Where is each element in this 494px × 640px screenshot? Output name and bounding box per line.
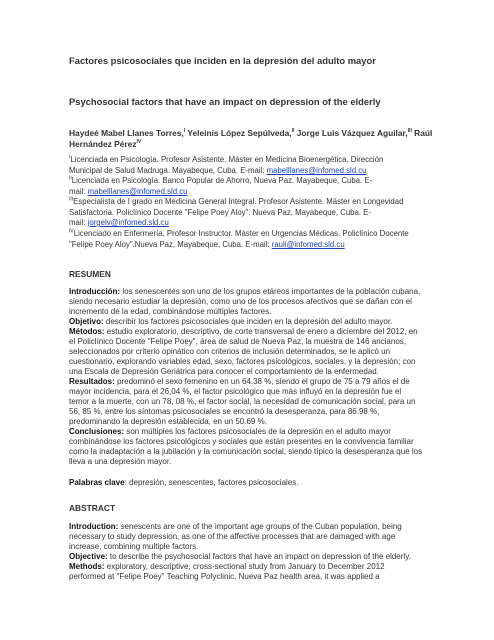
- resumen-methods-line: una Escala de Depresión Geriátrica para conocer el comportamiento de la enfermedad.: [69, 367, 379, 376]
- resumen-heading: RESUMEN: [69, 269, 111, 279]
- author-2: Yeleinis López Sepúlveda,: [185, 128, 292, 138]
- author-4-first: Raúl: [411, 128, 433, 138]
- intro-label: Introducción:: [69, 287, 121, 296]
- objective-label: Objetivo:: [69, 317, 104, 326]
- author-4-last: Hernández Pérez: [69, 139, 137, 149]
- affiliation-3-line-1: $^{III}$Especialista de I grado en Medicina General Integral. Profesor Asistente. Máster en Longevidad: [69, 196, 404, 206]
- resumen-intro-line: Introducción: los senescentes son uno de los grupos etáreos importantes de la población cubana,: [69, 287, 421, 296]
- affiliation-4-line-2: "Felipe Poey Aloy".Nueva Paz, Mayabeque, Cuba. E-mail: rauli@infomed.sld.cu: [69, 240, 345, 249]
- abstract-intro-line: necessary to study depression, as one of the affective processes that are damaged with age: [69, 532, 396, 541]
- affiliation-1-line-1: $^I$Licenciada en Psicología. Profesor Asistente. Máster en Medicina Bioenergética. Dirección: [69, 154, 384, 164]
- resumen-conclusions-line: Conclusiones: son múltiples los factores psicosociales de la depresión en el adulto mayor: [69, 427, 391, 436]
- abstract-objective-line: Objective: to describe the psychosocial factors that have an impact on depression of the elderly.: [69, 552, 411, 561]
- methods-label-en: Methods:: [69, 562, 105, 571]
- affiliation-1-line-2: Municipal de Salud Madruga. Mayabeque, Cuba. E-mail: mabelllanes@infomed.sld.cu: [69, 166, 367, 175]
- affiliation-2-line-1: $^{II}$Licenciada en Psicología. Banco Popular de Ahorro, Nueva Paz. Mayabeque, Cuba. E-: [69, 175, 373, 185]
- resumen-intro-line: incremento de la edad, combinándose múltiples factores.: [69, 307, 272, 316]
- resumen-conclusions-line: combinándose los factores psicológicos y sociales que están presentes en la convivencia familiar: [69, 437, 414, 446]
- keywords-line: Palabras clave: depresión, senescentes, factores psicosociales.: [69, 478, 299, 487]
- resumen-results-line: Resultados: predominó el sexo femenino en un 64.38 %, siendo el grupo de 75 a 79 años el de: [69, 377, 410, 386]
- affiliation-4-line-1: $^{IV}$Licenciado en Enfermería. Profesor Instructor. Máster en Urgencias Médicas. Policlínico Docente: [69, 228, 409, 238]
- resumen-results-line: predominando la depresión establecida, en un 50.69 %.: [69, 417, 267, 426]
- author-line-1: Haydeé Mabel Llanes Torres,$^I$ Yeleinis López Sepúlveda,$^{II}$ Jorge Luis Vázquez Aguilar,$^{III}$ Raúl: [69, 128, 433, 138]
- resumen-conclusions-line: como la inadaptación a la jubilación y la comunicación social, siendo típico la desesperanza que los: [69, 447, 423, 456]
- objective-label-en: Objective:: [69, 552, 108, 561]
- author-line-2: Hernández Pérez$^{IV}$: [69, 139, 142, 149]
- author-3: Jorge Luis Vázquez Aguilar,: [294, 128, 408, 138]
- abstract-methods-line: performed at "Felipe Poey" Teaching Polyclinic, Nueva Paz health area, it was applied a: [69, 572, 380, 581]
- affiliation-2-line-2: mail: mabelllanes@infomed.sld.cu: [69, 187, 188, 196]
- resumen-results-line: temor a la muerte, con un 78, 08 %, el factor social, la necesidad de comunicación social, para un: [69, 397, 416, 406]
- resumen-results-line: 56, 85 %, entre los síntomas psicosociales se encontró la desesperanza, para 86.98 %,: [69, 407, 380, 416]
- abstract-heading: ABSTRACT: [69, 503, 116, 513]
- resumen-methods-line: seleccionados por criterio opinático con criterios de inclusión determinados, se le aplicó un: [69, 347, 391, 356]
- conclusions-label: Conclusiones:: [69, 427, 125, 436]
- resumen-results-line: mayor incidencia, para el 26,04 %, el factor psicológico que más influyó en la depresión fue el: [69, 387, 402, 396]
- resumen-methods-line: cuestionario, explorando variables edad, sexo, factores psicológicos, sociales, y la depresión; con: [69, 357, 416, 366]
- email-link-1[interactable]: mabelllanes@infomed.sld.cu: [266, 166, 367, 175]
- resumen-methods-line: el Policlínico Docente "Felipe Poey", área de salud de Nueva Paz, la muestra de 146 ancianos,: [69, 337, 406, 346]
- affiliation-3-line-3: mail: jorgelv@infomed.sld.cu: [69, 218, 169, 227]
- abstract-intro-line: increase, combining multiple factors.: [69, 542, 199, 551]
- resumen-methods-line: Métodos: estudio exploratorio, descriptivo, de corte transversal de enero a diciembre del 2012, en: [69, 327, 418, 336]
- email-link-3[interactable]: jorgelv@infomed.sld.cu: [87, 218, 169, 227]
- affiliation-3-line-2: Satisfactoria. Policlínico Docente "Felipe Poey Aloy". Nueva Paz, Mayabeque, Cuba. E-: [69, 208, 371, 217]
- abstract-intro-line: Introduction: senescents are one of the important age groups of the Cuban population, being: [69, 522, 402, 531]
- resumen-objective-line: Objetivo: describir los factores psicosociales que inciden en la depresión del adulto mayor.: [69, 317, 393, 326]
- abstract-methods-line: Methods: exploratory, descriptive, cross-sectional study from January to December 2012: [69, 562, 385, 571]
- introduction-label: Introduction:: [69, 522, 119, 531]
- author-1: Haydeé Mabel Llanes Torres,: [69, 128, 184, 138]
- results-label: Resultados:: [69, 377, 115, 386]
- title-english: Psychosocial factors that have an impact on depression of the elderly: [69, 96, 381, 107]
- resumen-intro-line: siendo necesario estudiar la depresión, como uno de los procesos afectivos que se dañan con el: [69, 297, 412, 306]
- keywords-label: Palabras clave: [69, 478, 125, 487]
- email-link-4[interactable]: rauli@infomed.sld.cu: [271, 240, 345, 249]
- resumen-conclusions-line: lleva a una depresión mayor.: [69, 457, 172, 466]
- methods-label: Métodos:: [69, 327, 105, 336]
- title-spanish: Factores psicosociales que inciden en la depresión del adulto mayor: [69, 55, 376, 66]
- email-link-2[interactable]: mabelllanes@infomed.sld.cu: [87, 187, 188, 196]
